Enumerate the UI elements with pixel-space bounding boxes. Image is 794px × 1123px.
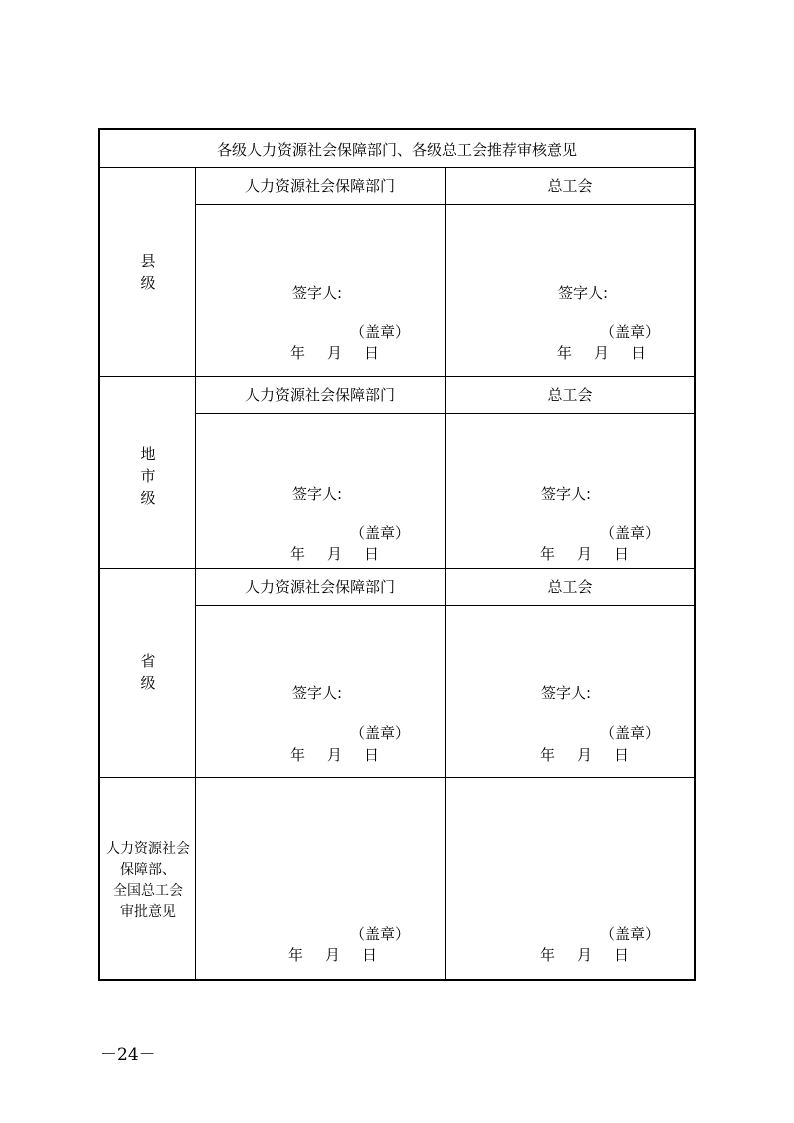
level-label-province [100, 650, 196, 694]
column-header-union: 总工会 [547, 386, 593, 404]
signer-label: 签字人: [558, 284, 609, 302]
divider [100, 777, 694, 778]
page-number: －24－ [100, 1045, 156, 1065]
seal-label: （盖章） [600, 524, 661, 542]
seal-label: （盖章） [350, 925, 411, 943]
seal-label: （盖章） [600, 925, 661, 943]
divider [100, 568, 694, 569]
recommendation-form-table [98, 128, 696, 981]
date-line: 年 月 日 [290, 746, 380, 764]
column-header-hr: 人力资源社会保障部门 [244, 578, 395, 596]
signer-label: 签字人: [292, 284, 343, 302]
date-line: 年 月 日 [290, 344, 380, 362]
approval-label: 人力资源社会 保障部、 全国总工会 审批意见 [106, 841, 190, 920]
seal-label: （盖章） [350, 724, 411, 742]
seal-label: （盖章） [600, 724, 661, 742]
level-char: 地 [140, 445, 156, 463]
signer-label: 签字人: [292, 485, 343, 503]
column-header-hr: 人力资源社会保障部门 [244, 386, 395, 404]
seal-label: （盖章） [350, 323, 411, 341]
form-title: 各级人力资源社会保障部门、各级总工会推荐审核意见 [216, 141, 577, 159]
seal-label: （盖章） [350, 524, 411, 542]
level-label-county [100, 250, 196, 294]
level-char: 县 [140, 252, 156, 270]
divider [100, 167, 694, 168]
level-char: 级 [140, 274, 156, 292]
level-label-city [100, 443, 196, 509]
column-header-union: 总工会 [547, 578, 593, 596]
date-line: 年 月 日 [290, 545, 380, 563]
level-char: 市 [140, 467, 156, 485]
level-char: 级 [140, 674, 156, 692]
signer-label: 签字人: [292, 684, 343, 702]
column-header-union: 总工会 [547, 177, 593, 195]
level-char: 级 [140, 489, 156, 507]
date-line: 年 月 日 [557, 344, 647, 362]
seal-label: （盖章） [600, 323, 661, 341]
divider [445, 167, 446, 979]
date-line: 年 月 日 [540, 746, 630, 764]
date-line: 年 月 日 [288, 946, 378, 964]
divider [100, 376, 694, 377]
signer-label: 签字人: [541, 485, 592, 503]
signer-label: 签字人: [541, 684, 592, 702]
date-line: 年 月 日 [540, 545, 630, 563]
column-header-hr: 人力资源社会保障部门 [244, 177, 395, 195]
level-char: 省 [140, 652, 156, 670]
date-line: 年 月 日 [540, 946, 630, 964]
